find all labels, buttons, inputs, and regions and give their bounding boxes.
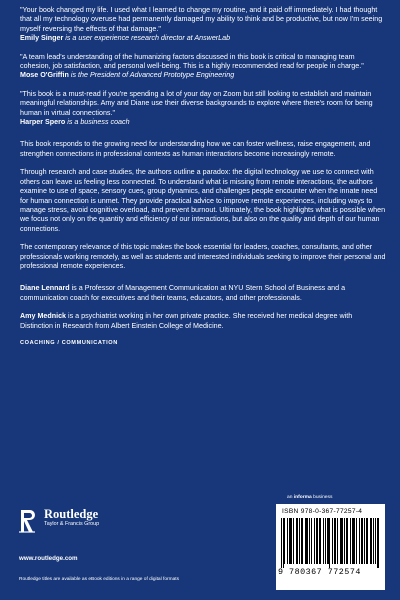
endorsement-quote	[20, 90, 386, 128]
description-paragraph: This book responds to the growing need for understanding how we can foster wellness, raise engagement, and strengthen connections in professional contexts as human interactions become increasingly remote.	[20, 140, 371, 158]
quote-author-name: Mose O'Griffin	[20, 71, 69, 80]
barcode-digits: 9 780367 772574	[278, 567, 361, 577]
barcode-icon	[281, 518, 380, 568]
quote-text: "This book is a must-read if you're spending a lot of your day on Zoom but still looking to establish and maintain meaningful relationships. Amy and Diane use their diverse backgrounds to explore where there's room for being human in virtual connections."	[20, 89, 373, 117]
isbn-text: ISBN 978-0-367-77257-4	[282, 508, 363, 515]
publisher-logo	[18, 508, 99, 534]
endorsement-quote	[20, 6, 386, 44]
endorsement-quote	[20, 53, 386, 81]
quote-attribution	[20, 118, 386, 127]
author-name: Diane Lennard	[20, 284, 70, 293]
author-bio	[20, 284, 386, 303]
quote-text: "Your book changed my life. I used what I learned to change my routine, and it paid off immediately. I had thought that all my technology overuse had permanently damaged my ability to think and be productive, but now I'm seeing myself reversing the effects of that damage."	[20, 6, 383, 33]
routledge-r-icon	[18, 508, 38, 534]
author-bio-text: is a psychiatrist working in her own private practice. She received her medical degree with Distinction in Research from Albert Einstein College of Medicine.	[20, 312, 353, 330]
quote-author-role: is a user experience research director at AnswerLab	[65, 34, 231, 43]
quote-attribution	[20, 71, 386, 80]
quote-attribution	[20, 34, 386, 43]
barcode-label	[276, 504, 385, 590]
publisher-name: Routledge	[44, 507, 99, 521]
subject-category: COACHING / COMMUNICATION	[20, 339, 118, 346]
description-paragraph: The contemporary relevance of this topic makes the book essential for leaders, coaches, consultants, and other professionals working remotely, as well as students and interested individuals seeking to improve their personal and professional remote experiences.	[20, 243, 386, 270]
cover-footer	[0, 490, 400, 600]
publisher-subtitle: Taylor & Francis Group	[44, 521, 100, 527]
quote-author-name: Harper Spero	[20, 118, 66, 127]
publisher-website: www.routledge.com	[19, 555, 78, 562]
author-name: Amy Mednick	[20, 312, 67, 321]
informa-tagline: an informa business	[287, 495, 333, 500]
author-bio-text: is a Professor of Management Communication at NYU Stern School of Business and a communication coach for executives and their teams, educators, and other professionals.	[20, 284, 346, 302]
quote-text: "A team lead's understanding of the humanizing factors discussed in this book is critical to managing team cohesion, job satisfaction, and personal well-being. This is a highly recommended read for people in charge."	[20, 52, 364, 71]
back-cover-text	[20, 6, 386, 346]
ebook-note: Routledge titles are available as eBook editions in a range of digital formats	[19, 577, 179, 582]
author-bio	[20, 312, 386, 331]
quote-author-role: is a business coach	[67, 118, 130, 127]
quote-author-role: is the President of Advanced Prototype Engineering	[70, 71, 235, 80]
quote-author-name: Emily Singer	[20, 34, 64, 43]
description-paragraph: Through research and case studies, the authors outline a paradox: the digital technology we use to connect with others can leave us feeling less connected. To understand what is missing from remote interactions, the authors examine to use of space, sensory cues, group dynamics, and challenges people encounter when the innate need for human connection is unmet. They provide practical advice to improve remote experiences, including ways to manage stress, avoid cognitive overload, and prevent burnout. Ultimately, the book highlights what is possible when we focus not only on the quantity and efficiency of our interactions, but also on the quality and depth of our human connections.	[20, 168, 386, 233]
